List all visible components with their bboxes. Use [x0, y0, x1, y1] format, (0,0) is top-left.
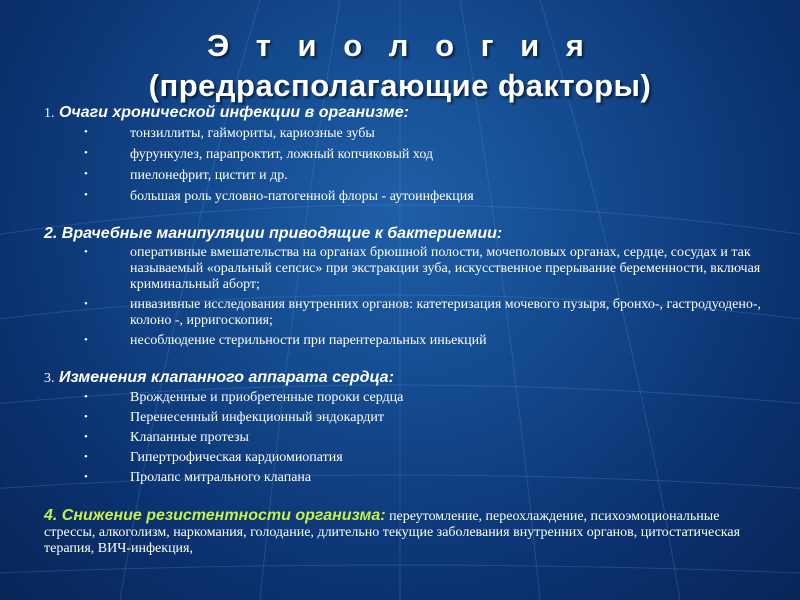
content-area: [44, 104, 764, 557]
section-1-heading-text: Очаги хронической инфекции в организме:: [58, 104, 409, 121]
list-item: • инвазивные исследования внутренних органов: катетеризация мочевого пузыря, бронхо-, гастродуодено-, колоно -, ирригоскопия;: [84, 297, 761, 328]
bullet-icon: •: [84, 246, 88, 258]
list-item: • несоблюдение стерильности при парентеральных иньекций: [84, 333, 487, 348]
bullet-icon: •: [84, 189, 88, 201]
list-item: • тонзиллиты, гаймориты, кариозные зубы: [84, 125, 375, 141]
list-item: • оперативные вмешательства на органах брюшной полости, мочеполовых органах, сердце, сосудах и так называемый «оральный сепсис» при экстракции зуба, искусственное прерывание беременности, включая криминальный аборт;: [84, 245, 761, 292]
bullet-icon: •: [84, 391, 88, 403]
section-4-colon: :: [380, 507, 386, 524]
list-item: • Перенесенный инфекционный эндокардит: [84, 410, 384, 425]
slide-title: [0, 26, 800, 106]
bullet-icon: •: [84, 334, 88, 346]
list-item: • Врожденные и приобретенные пороки сердца: [84, 390, 404, 405]
title-line-2: (предрасполагающие факторы): [148, 68, 652, 103]
section-4-heading: 4. Снижение резистентности организма: [44, 507, 381, 524]
section-2-number: 2.: [44, 225, 58, 242]
section-2: [44, 225, 764, 351]
list-item: • Пролапс митрального клапана: [84, 470, 312, 485]
section-3-heading-text: Изменения клапанного аппарата сердца:: [58, 369, 394, 386]
section-4: [44, 508, 764, 557]
section-2-heading: [44, 225, 764, 243]
bullet-icon: •: [84, 431, 88, 443]
title-line-1: Э т и о л о г и я: [207, 28, 593, 63]
section-1-heading: [44, 104, 764, 123]
section-2-heading-text: Врачебные манипуляции приводящие к бактериемии:: [61, 225, 503, 242]
section-3-heading: [44, 369, 764, 388]
bullet-icon: •: [84, 147, 88, 159]
bullet-icon: •: [84, 168, 88, 180]
list-item: • пиелонефрит, цистит и др.: [84, 167, 288, 183]
list-item: • большая роль условно-патогенной флоры - аутоинфекция: [84, 188, 474, 204]
list-item: • фурункулез, парапроктит, ложный копчиковый ход: [84, 146, 434, 162]
section-1: [44, 104, 764, 207]
bullet-icon: •: [84, 126, 88, 138]
list-item: • Гипертрофическая кардиомиопатия: [84, 450, 343, 465]
bullet-icon: •: [84, 451, 88, 463]
list-item: • Клапанные протезы: [84, 430, 249, 445]
bullet-icon: •: [84, 471, 88, 483]
section-2-list: [44, 243, 764, 351]
bullet-icon: •: [84, 298, 88, 310]
bullet-icon: •: [84, 411, 88, 423]
section-3-list: [44, 388, 764, 488]
section-1-list: [44, 123, 764, 207]
section-3: [44, 369, 764, 488]
section-3-number: 3.: [44, 371, 55, 386]
section-4-text: переутомление, переохлаждение, психоэмоциональные стрессы, алкоголизм, наркомания, голодание, длительно текущие заболевания внутренних органов, цитостатическая терапия, ВИЧ-инфекция,: [44, 509, 741, 556]
section-1-number: 1.: [44, 106, 55, 121]
